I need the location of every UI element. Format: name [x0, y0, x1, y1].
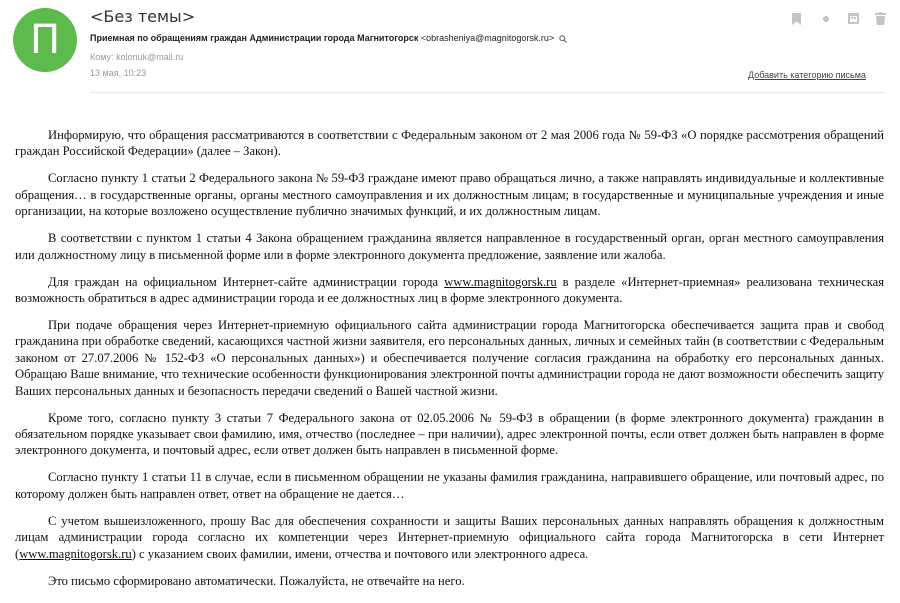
header-divider	[90, 92, 885, 93]
email-date: 13 мая, 10:23	[90, 68, 147, 78]
body-paragraph: Кроме того, согласно пункту 3 статьи 7 Федерального закона от 02.05.2006 № 59-ФЗ в обращении (в форме электронного документа) гражданин в обязательном порядке указывает свои фамилию, имя, отчество (последнее – при наличии), адрес электронной почты, если ответ должен быть направлен в форме электронного документа, и почтовый адрес, если ответ должен быть направлен в письменной форме.	[15, 410, 884, 458]
email-body	[15, 127, 884, 600]
add-category-link[interactable]: Добавить категорию письма	[748, 70, 866, 80]
body-paragraph: При подаче обращения через Интернет-приемную официального сайта администрации города Магнитогорска обеспечивается защита прав и свобод гражданина при обработке сведений, касающихся частной жизни заявителя, его персональных данных, личных и семейных тайн (в соответствии с Федеральным законом от 27.07.2006 № 152-ФЗ «О персональных данных») и обеспечивается получение согласия гражданина на обработку его персональных данных. Обращаю Ваше внимание, что технические особенности функционирования электронной почты администрации города не дают возможности обеспечить защиту Ваших персональных данных и безопасность передачи сведений о Вашей частной жизни.	[15, 318, 884, 398]
body-text: ) с указанием своих фамилии, имени, отчества и почтового или электронного адреса.	[131, 546, 589, 561]
sender-name[interactable]: Приемная по обращениям граждан Администрации города Магнитогорск	[90, 33, 419, 43]
body-paragraph	[15, 513, 884, 562]
trash-icon[interactable]	[875, 12, 886, 25]
body-paragraph: Согласно пункту 1 статьи 11 в случае, если в письменном обращении не указаны фамилия гражданина, направившего обращение, или почтовый адрес, по которому должен быть направлен ответ, ответ на обращение не дается…	[15, 470, 884, 501]
body-paragraph: Информирую, что обращения рассматриваются в соответствии с Федеральным законом от 2 мая 2006 года № 59-ФЗ «О порядке рассмотрения обращений граждан Российской Федерации» (далее – Закон).	[15, 128, 884, 159]
body-paragraph: Согласно пункту 1 статьи 2 Федерального закона № 59-ФЗ граждане имеют право обращаться лично, а также направлять индивидуальные и коллективные обращения… в государственные органы, органы местного самоуправления и их должностным лицам; в государственные и муниципальные учреждения и иные организации, на которые возложено осуществление публично значимых функций, и их должностным лицам.	[15, 171, 884, 219]
body-paragraph: В соответствии с пунктом 1 статьи 4 Закона обращением гражданина является направленное в государственный орган, орган местного самоуправления или должностному лицу в письменной форме или в форме электронного документа предложение, заявление или жалоба.	[15, 231, 884, 262]
email-subject: <Без темы>	[90, 7, 196, 26]
body-paragraph: Это письмо сформировано автоматически. Пожалуйста, не отвечайте на него.	[48, 573, 465, 588]
site-link[interactable]: www.magnitogorsk.ru	[444, 274, 557, 289]
body-text: Для граждан на официальном Интернет-сайте администрации города	[48, 274, 445, 289]
bookmark-icon[interactable]	[792, 13, 801, 25]
body-text: в разделе «Интернет-приемная» реализована техническая возможность обратиться в адрес администрации города и ее должностных лиц в форме электронного документа.	[15, 274, 885, 306]
to-label: Кому:	[90, 52, 114, 62]
recipient-line	[90, 52, 183, 62]
body-text: С учетом вышеизложенного, прошу Вас для обеспечения сохранности и защиты Ваших персональных данных направлять обращения к должностным лицам администрации города согласно их компетенции через Интернет-приемную официального сайта города Магнитогорска в сети Интернет (	[15, 513, 884, 561]
to-address[interactable]: kolonuk@mail.ru	[116, 52, 184, 62]
sender-line	[90, 33, 567, 43]
site-link[interactable]: www.magnitogorsk.ru	[19, 546, 132, 561]
message-toolbar	[786, 12, 898, 32]
calendar-icon[interactable]	[848, 13, 859, 24]
sender-avatar: П	[13, 8, 77, 72]
search-icon[interactable]	[559, 35, 567, 43]
dot-icon[interactable]	[823, 16, 829, 22]
sender-email[interactable]: <obrasheniya@magnitogorsk.ru>	[420, 33, 555, 43]
body-paragraph	[15, 274, 884, 307]
